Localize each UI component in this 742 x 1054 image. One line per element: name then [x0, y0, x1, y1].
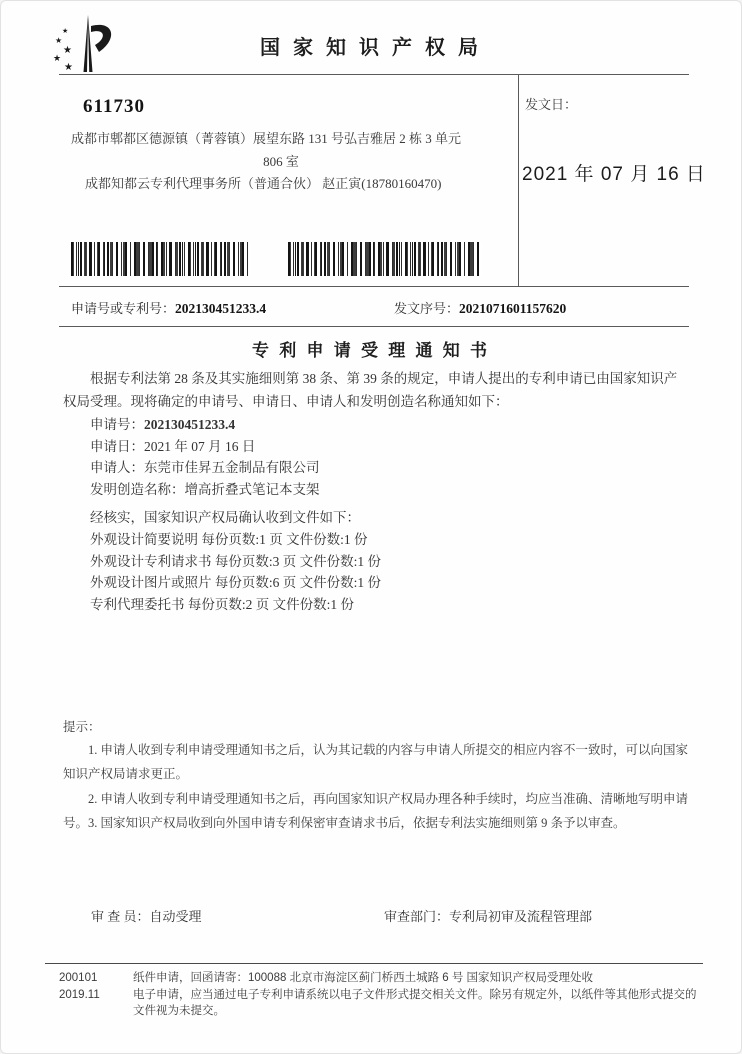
barcode-icon	[288, 242, 482, 276]
dispatch-date-value: 2021 年 07 月 16 日	[522, 164, 706, 185]
agency-and-agent-line: 成都知都云专利代理事务所（普通合伙） 赵正寅(18780160470)	[85, 176, 442, 191]
dispatch-box-divider	[518, 74, 519, 286]
dispatch-serial-label: 发文序号：	[394, 301, 460, 316]
received-document-item: 外观设计图片或照片 每份页数:6 页 文件份数:1 份	[90, 575, 382, 590]
department-row	[384, 906, 592, 925]
field-value: 增高折叠式笔记本支架	[184, 482, 320, 497]
recipient-address-line1: 成都市郫都区德源镇（菁蓉镇）展望东路 131 号弘吉雅居 2 栋 3 单元	[71, 131, 462, 146]
examiner-row	[91, 906, 202, 925]
field-invention-title	[63, 478, 687, 498]
org-title: 国 家 知 识 产 权 局	[260, 37, 482, 59]
documents-confirm-line: 经核实，国家知识产权局确认收到文件如下：	[90, 510, 360, 525]
dispatch-serial-value: 2021071601157620	[459, 301, 567, 316]
field-application-date	[63, 435, 687, 455]
field-label: 发明创造名称：	[90, 482, 185, 497]
cnipa-emblem-icon: ★ ★ ★ ★ ★	[51, 14, 123, 78]
footer-instruction-electronic: 电子申请，应当通过电子专利申请系统以电子文件形式提交相关文件。除另有规定外，以纸件等其他形式提交的文件视为未提交。	[133, 988, 697, 1017]
field-label: 申请日：	[90, 439, 144, 454]
field-label: 申请号：	[90, 417, 144, 432]
footer-instructions	[133, 970, 699, 1020]
hints-title: 提示：	[63, 720, 101, 734]
footer-form-code: 200101	[59, 972, 98, 984]
footer-instruction-paper: 纸件申请，回函请寄：100088 北京市海淀区蓟门桥西土城路 6 号 国家知识产权局受理处收	[133, 972, 594, 984]
application-number-value: 202130451233.4	[175, 301, 267, 316]
postal-code: 611730	[83, 96, 145, 117]
examiner-value: 自动受理	[149, 909, 202, 924]
hint-item-2: 2. 申请人收到专利申请受理通知书之后，再向国家知识产权局办理各种手续时，均应当准确、清晰地写明申请号。	[63, 792, 689, 830]
field-value: 东莞市佳昇五金制品有限公司	[144, 460, 320, 475]
header-divider	[59, 74, 689, 75]
department-value: 专利局初审及流程管理部	[449, 909, 593, 924]
received-document-item: 外观设计专利请求书 每份页数:3 页 文件份数:1 份	[90, 554, 382, 569]
hint-item-1: 1. 申请人收到专利申请受理通知书之后，认为其记载的内容与申请人所提交的相应内容不一致时，可以向国家知识产权局请求更正。	[63, 743, 689, 781]
dispatch-serial-row	[394, 298, 566, 318]
field-value: 2021 年 07 月 16 日	[144, 439, 256, 454]
hint-item-3: 3. 国家知识产权局收到向外国申请专利保密审查请求书后，依据专利法实施细则第 9 条予以审查。	[88, 816, 626, 830]
application-number-row	[71, 298, 266, 318]
field-application-number	[63, 413, 687, 433]
mailing-box-bottom-divider	[59, 286, 689, 287]
footer-form-code: 2019.11	[59, 988, 100, 1001]
numbers-row-bottom-divider	[59, 326, 689, 327]
notice-intro-paragraph: 根据专利法第 28 条及其实施细则第 38 条、第 39 条的规定，申请人提出的专利申请已由国家知识产权局受理。现将确定的申请号、申请日、申请人和发明创造名称通知如下：	[63, 371, 678, 409]
recipient-address-line2: 806 室	[263, 154, 299, 169]
field-value: 202130451233.4	[144, 417, 236, 432]
notice-title: 专 利 申 请 受 理 通 知 书	[252, 341, 490, 360]
field-applicant	[63, 456, 687, 476]
received-document-item: 外观设计简要说明 每份页数:1 页 文件份数:1 份	[90, 532, 368, 547]
department-label: 审查部门：	[384, 909, 450, 924]
footer-form-codes	[59, 970, 133, 1020]
application-number-label: 申请号或专利号：	[71, 301, 176, 316]
field-label: 申请人：	[90, 460, 144, 475]
footer	[59, 970, 699, 1020]
footer-divider	[45, 963, 703, 964]
barcode-icon	[71, 242, 251, 276]
examiner-label: 审 查 员：	[91, 909, 150, 924]
received-document-item: 专利代理委托书 每份页数:2 页 文件份数:1 份	[90, 597, 355, 612]
dispatch-date-label: 发文日：	[525, 97, 578, 112]
